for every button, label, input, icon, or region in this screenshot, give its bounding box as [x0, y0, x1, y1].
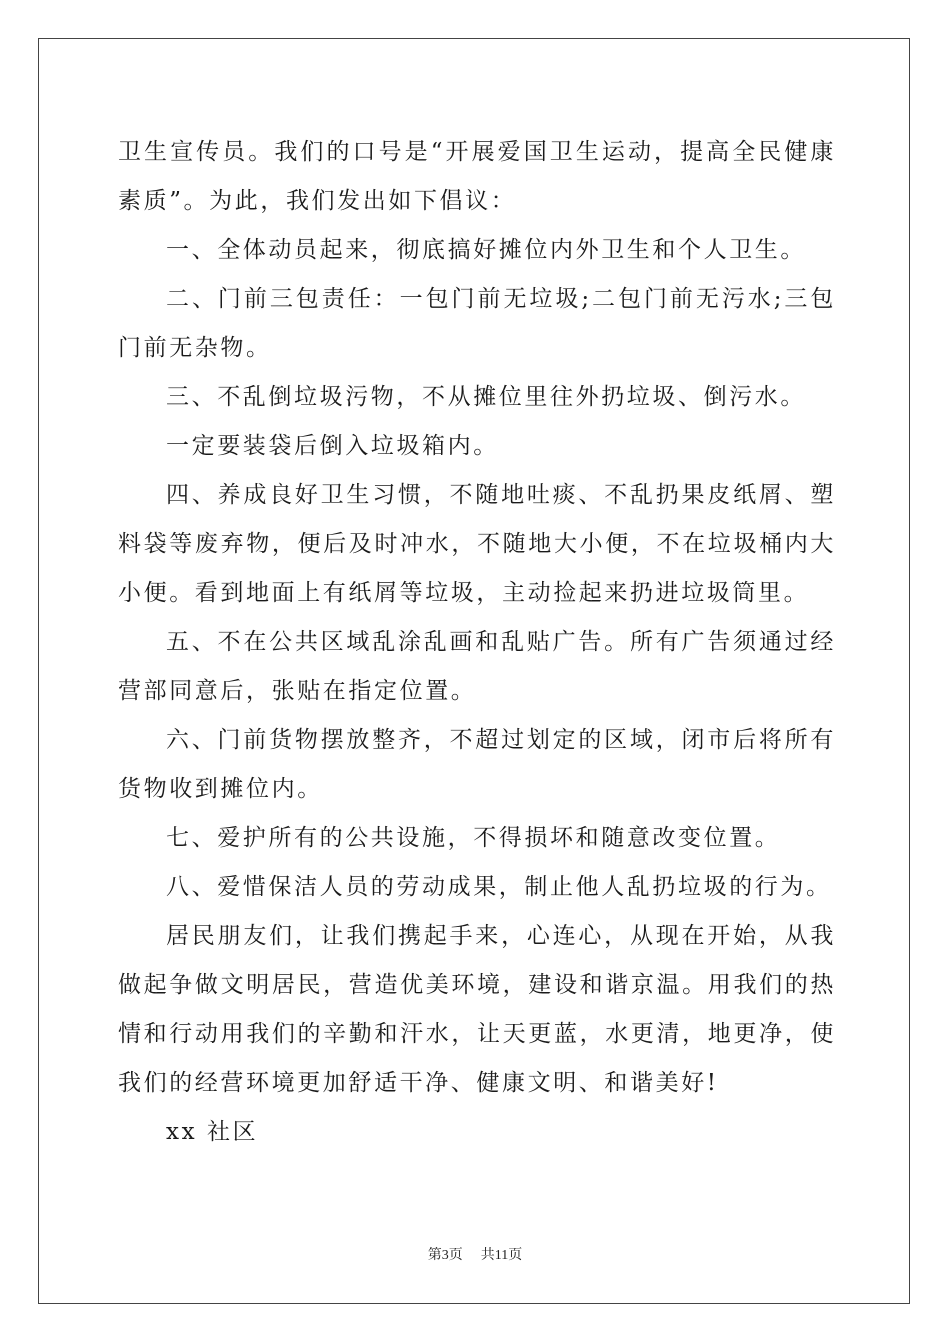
paragraph-item-4: 四、养成良好卫生习惯，不随地吐痰、不乱扔果皮纸屑、塑料袋等废弃物，便后及时冲水，不随地大小便，不在垃圾桶内大小便。看到地面上有纸屑等垃圾，主动捡起来扔进垃圾筒里。	[118, 482, 836, 606]
page-number: 第3页	[427, 1248, 463, 1263]
page-total: 共11页	[480, 1248, 523, 1263]
paragraph-closing: 居民朋友们，让我们携起手来，心连心，从现在开始，从我做起争做文明居民，营造优美环境，建设和谐京温。用我们的热情和行动用我们的辛勤和汗水，让天更蓝，水更清，地更净，使我们的经营环境更加舒适干净、健康文明、和谐美好!	[118, 923, 836, 1096]
paragraph-item-7: 七、爱护所有的公共设施，不得损坏和随意改变位置。	[166, 825, 781, 851]
paragraph-intro: 卫生宣传员。我们的口号是“开展爱国卫生运动，提高全民健康素质”。为此，我们发出如下倡议：	[118, 139, 836, 214]
page-footer	[0, 1247, 950, 1265]
paragraph-item-3-note: 一定要装袋后倒入垃圾箱内。	[166, 433, 499, 459]
paragraph-item-1: 一、全体动员起来，彻底搞好摊位内外卫生和个人卫生。	[166, 237, 806, 263]
paragraph-item-8: 八、爱惜保洁人员的劳动成果，制止他人乱扔垃圾的行为。	[166, 874, 832, 900]
paragraph-item-2: 二、门前三包责任：一包门前无垃圾;二包门前无污水;三包门前无杂物。	[118, 286, 836, 361]
paragraph-item-6: 六、门前货物摆放整齐，不超过划定的区域，闭市后将所有货物收到摊位内。	[118, 727, 836, 802]
paragraph-item-3: 三、不乱倒垃圾污物，不从摊位里往外扔垃圾、倒污水。	[166, 384, 806, 410]
document-body	[118, 128, 836, 1157]
signature-community: xx 社区	[166, 1119, 259, 1145]
paragraph-item-5: 五、不在公共区域乱涂乱画和乱贴广告。所有广告须通过经营部同意后，张贴在指定位置。	[118, 629, 836, 704]
